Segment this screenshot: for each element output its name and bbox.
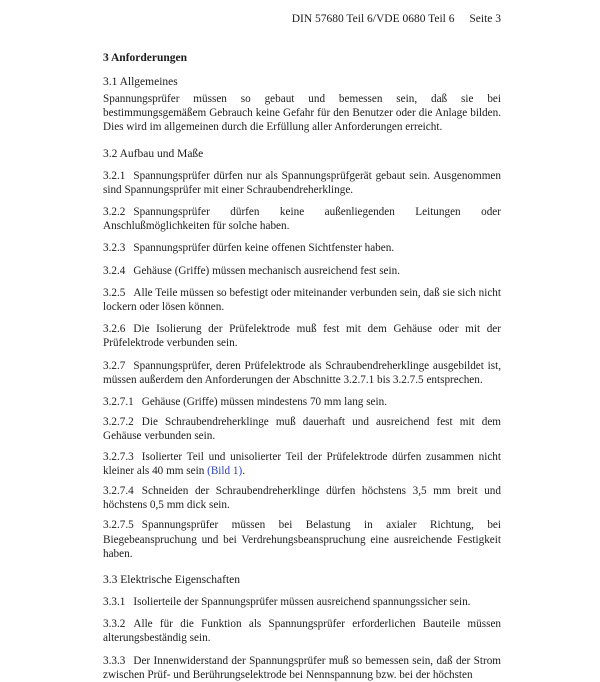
- clause-text: Spannungsprüfer müssen bei Belastung in axialer Richtung, bei Biegebeanspruchung und bei Verdrehungsbeanspruchung eine ausreichende Festigkeit haben.: [103, 519, 501, 560]
- clause-number: 3.2.2: [103, 206, 126, 219]
- clause-number: 3.2.7.4: [103, 485, 134, 498]
- clause-3-2-6: [103, 322, 501, 350]
- clause-number: 3.2.3: [103, 242, 126, 255]
- section-3-2-heading: 3.2 Aufbau und Maße: [103, 147, 204, 160]
- clause-text: Isolierteile der Spannungsprüfer müssen ausreichend spannungssicher sein.: [133, 596, 471, 609]
- clause-text: Gehäuse (Griffe) müssen mechanisch ausreichend fest sein.: [133, 264, 401, 277]
- clause-3-3-1: [103, 595, 501, 609]
- clause-number: 3.2.7.5: [103, 519, 134, 532]
- clause-text: Spannungsprüfer, deren Prüfelektrode als Schraubendreherklinge ausgebildet ist, müssen außerdem den Anforderungen der Abschnitte 3.2.7.1 bis 3.2.7.5 entsprechen.: [103, 359, 501, 386]
- clause-number: 3.3.1: [103, 596, 126, 609]
- clause-text: Gehäuse (Griffe) müssen mindestens 70 mm lang sein.: [141, 396, 388, 409]
- clause-3-3-2: [103, 617, 501, 645]
- clause-3-3-3: [103, 654, 501, 682]
- page-header: [103, 12, 501, 26]
- section-3-3-heading: 3.3 Elektrische Eigenschaften: [103, 574, 240, 587]
- clause-text: Die Schraubendreherklinge muß dauerhaft und ausreichend fest mit dem Gehäuse verbunden sein.: [103, 416, 501, 443]
- standard-designation: DIN 57680 Teil 6/VDE 0680 Teil 6: [291, 13, 455, 25]
- clause-3-2-7-2: [103, 415, 501, 443]
- clause-number: 3.3.2: [103, 618, 126, 631]
- clause-3-2-4: [103, 264, 501, 278]
- clause-3-2-7-4: [103, 484, 501, 512]
- clause-number: 3.2.1: [103, 169, 126, 182]
- clause-text: Der Innenwiderstand der Spannungsprüfer muß so bemessen sein, daß der Strom zwischen Prüf- und Berührungselektrode bei Nennspannung bzw. bei der höchsten: [103, 654, 501, 681]
- clause-number: 3.2.7.3: [103, 450, 134, 463]
- clause-3-2-5: [103, 286, 501, 314]
- clause-3-2-3: [103, 241, 501, 255]
- clause-text: Spannungsprüfer dürfen nur als Spannungsprüfgerät gebaut sein. Ausgenommen sind Spannungsprüfer mit einer Schraubendreherklinge.: [103, 169, 501, 196]
- clause-text: Spannungsprüfer dürfen keine offenen Sichtfenster haben.: [133, 242, 395, 255]
- section-3-1-text: Spannungsprüfer müssen so gebaut und bemessen sein, daß sie bei bestimmungsgemäßem Gebrauch keine Gefahr für den Benutzer oder die Anlage bilden. Dies wird im allgemeinen durch die Erfüllung aller Anforderungen erreicht.: [103, 93, 501, 134]
- clause-number: 3.2.6: [103, 323, 126, 336]
- section-3-heading: 3 Anforderungen: [103, 52, 188, 64]
- clause-number: 3.2.4: [103, 264, 126, 277]
- clause-text: Alle Teile müssen so befestigt oder miteinander verbunden sein, daß sie sich nicht lockern oder lösen können.: [103, 286, 501, 314]
- clause-number: 3.2.7: [103, 359, 126, 372]
- clause-number: 3.3.3: [103, 654, 126, 667]
- clause-text: Spannungsprüfer dürfen keine außenliegenden Leitungen oder Anschlußmöglichkeiten für solche haben.: [103, 206, 501, 233]
- clause-punctuation: .: [242, 464, 246, 477]
- clause-3-2-7: [103, 359, 501, 387]
- clause-3-2-2: [103, 205, 501, 233]
- clause-3-2-7-1: [103, 395, 501, 409]
- clause-3-2-1: [103, 169, 501, 197]
- clause-3-2-7-3: [103, 450, 501, 478]
- clause-text: Alle für die Funktion als Spannungsprüfer erforderlichen Bauteile müssen alterungsbeständig sein.: [103, 618, 501, 645]
- clause-text: Die Isolierung der Prüfelektrode muß fest mit dem Gehäuse oder mit der Prüfelektrode verbunden sein.: [103, 323, 501, 350]
- clause-number: 3.2.7.2: [103, 416, 134, 429]
- page-number: Seite 3: [469, 13, 501, 25]
- clause-number: 3.2.7.1: [103, 396, 134, 409]
- figure-1-link[interactable]: (Bild 1): [207, 464, 243, 477]
- clause-number: 3.2.5: [103, 286, 126, 299]
- clause-text: Schneiden der Schraubendreherklinge dürfen höchstens 3,5 mm breit und höchstens 0,5 mm dick sein.: [103, 485, 501, 512]
- clause-3-2-7-5: [103, 518, 501, 561]
- section-3-1-heading: 3.1 Allgemeines: [103, 76, 178, 88]
- clause-text: Isolierter Teil und unisolierter Teil der Prüfelektrode dürfen zusammen nicht kleiner als 40 mm sein: [103, 450, 501, 477]
